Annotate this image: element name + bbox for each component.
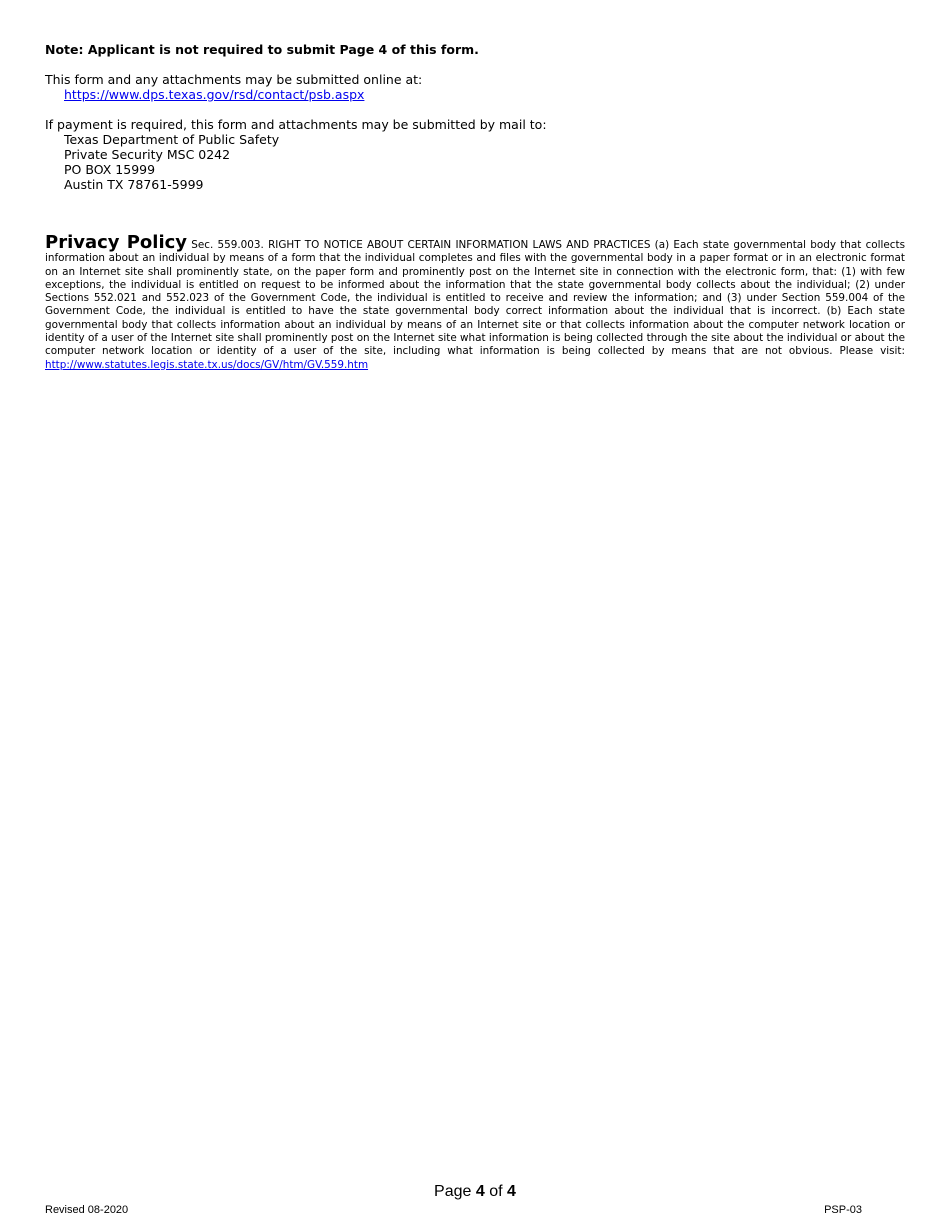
privacy-policy-section <box>45 232 906 372</box>
online-submission-link[interactable]: https://www.dps.texas.gov/rsd/contact/psb.aspx <box>64 87 365 102</box>
page-number <box>0 1183 950 1201</box>
privacy-policy-body: Sec. 559.003. RIGHT TO NOTICE ABOUT CERTAIN INFORMATION LAWS AND PRACTICES (a) Each state governmental body that collects information about an individual by means of a form that the individual completes and files with the governmental body in a paper format or in an electronic format on an Internet site shall prominently state, on the paper form and prominently post on the Internet site in connection with the electronic form, that: (1) with few exceptions, the individual is entitled on request to be informed about the information that the state governmental body collects about the individual; (2) under Sections 552.021 and 552.023 of the Government Code, the individual is entitled to receive and review the information; and (3) under Section 559.004 of the Government Code, the individual is entitled to have the state governmental body correct information about the individual that is incorrect. (b) Each state governmental body that collects information about an individual by means of an Internet site or that collects information about the computer network location or identity of a user of the Internet site shall prominently post on the Internet site what information is being collected through the site about the individual or about the computer network location or identity of a user of the site, including what information is being collected by means that are not obvious. Please visit: <box>45 239 906 358</box>
address-line: PO BOX 15999 <box>64 162 156 177</box>
mailing-address <box>64 132 279 192</box>
mail-submission-text: If payment is required, this form and attachments may be submitted by mail to: <box>45 117 547 132</box>
privacy-policy-heading: Privacy Policy <box>45 232 188 253</box>
form-id: PSP-03 <box>824 1204 862 1216</box>
page-number-current: 4 <box>475 1183 485 1200</box>
submission-note: Note: Applicant is not required to submit Page 4 of this form. <box>45 42 479 57</box>
online-submission-text: This form and any attachments may be submitted online at: <box>45 72 423 87</box>
address-line: Private Security MSC 0242 <box>64 147 231 162</box>
page-number-total: 4 <box>507 1183 516 1200</box>
page-number-prefix: Page <box>434 1183 472 1200</box>
address-line: Austin TX 78761-5999 <box>64 177 204 192</box>
statute-link[interactable]: http://www.statutes.legis.state.tx.us/docs/GV/htm/GV.559.htm <box>45 358 369 371</box>
address-line: Texas Department of Public Safety <box>64 132 280 147</box>
page-number-of: of <box>489 1183 503 1200</box>
revision-date: Revised 08-2020 <box>45 1204 129 1216</box>
